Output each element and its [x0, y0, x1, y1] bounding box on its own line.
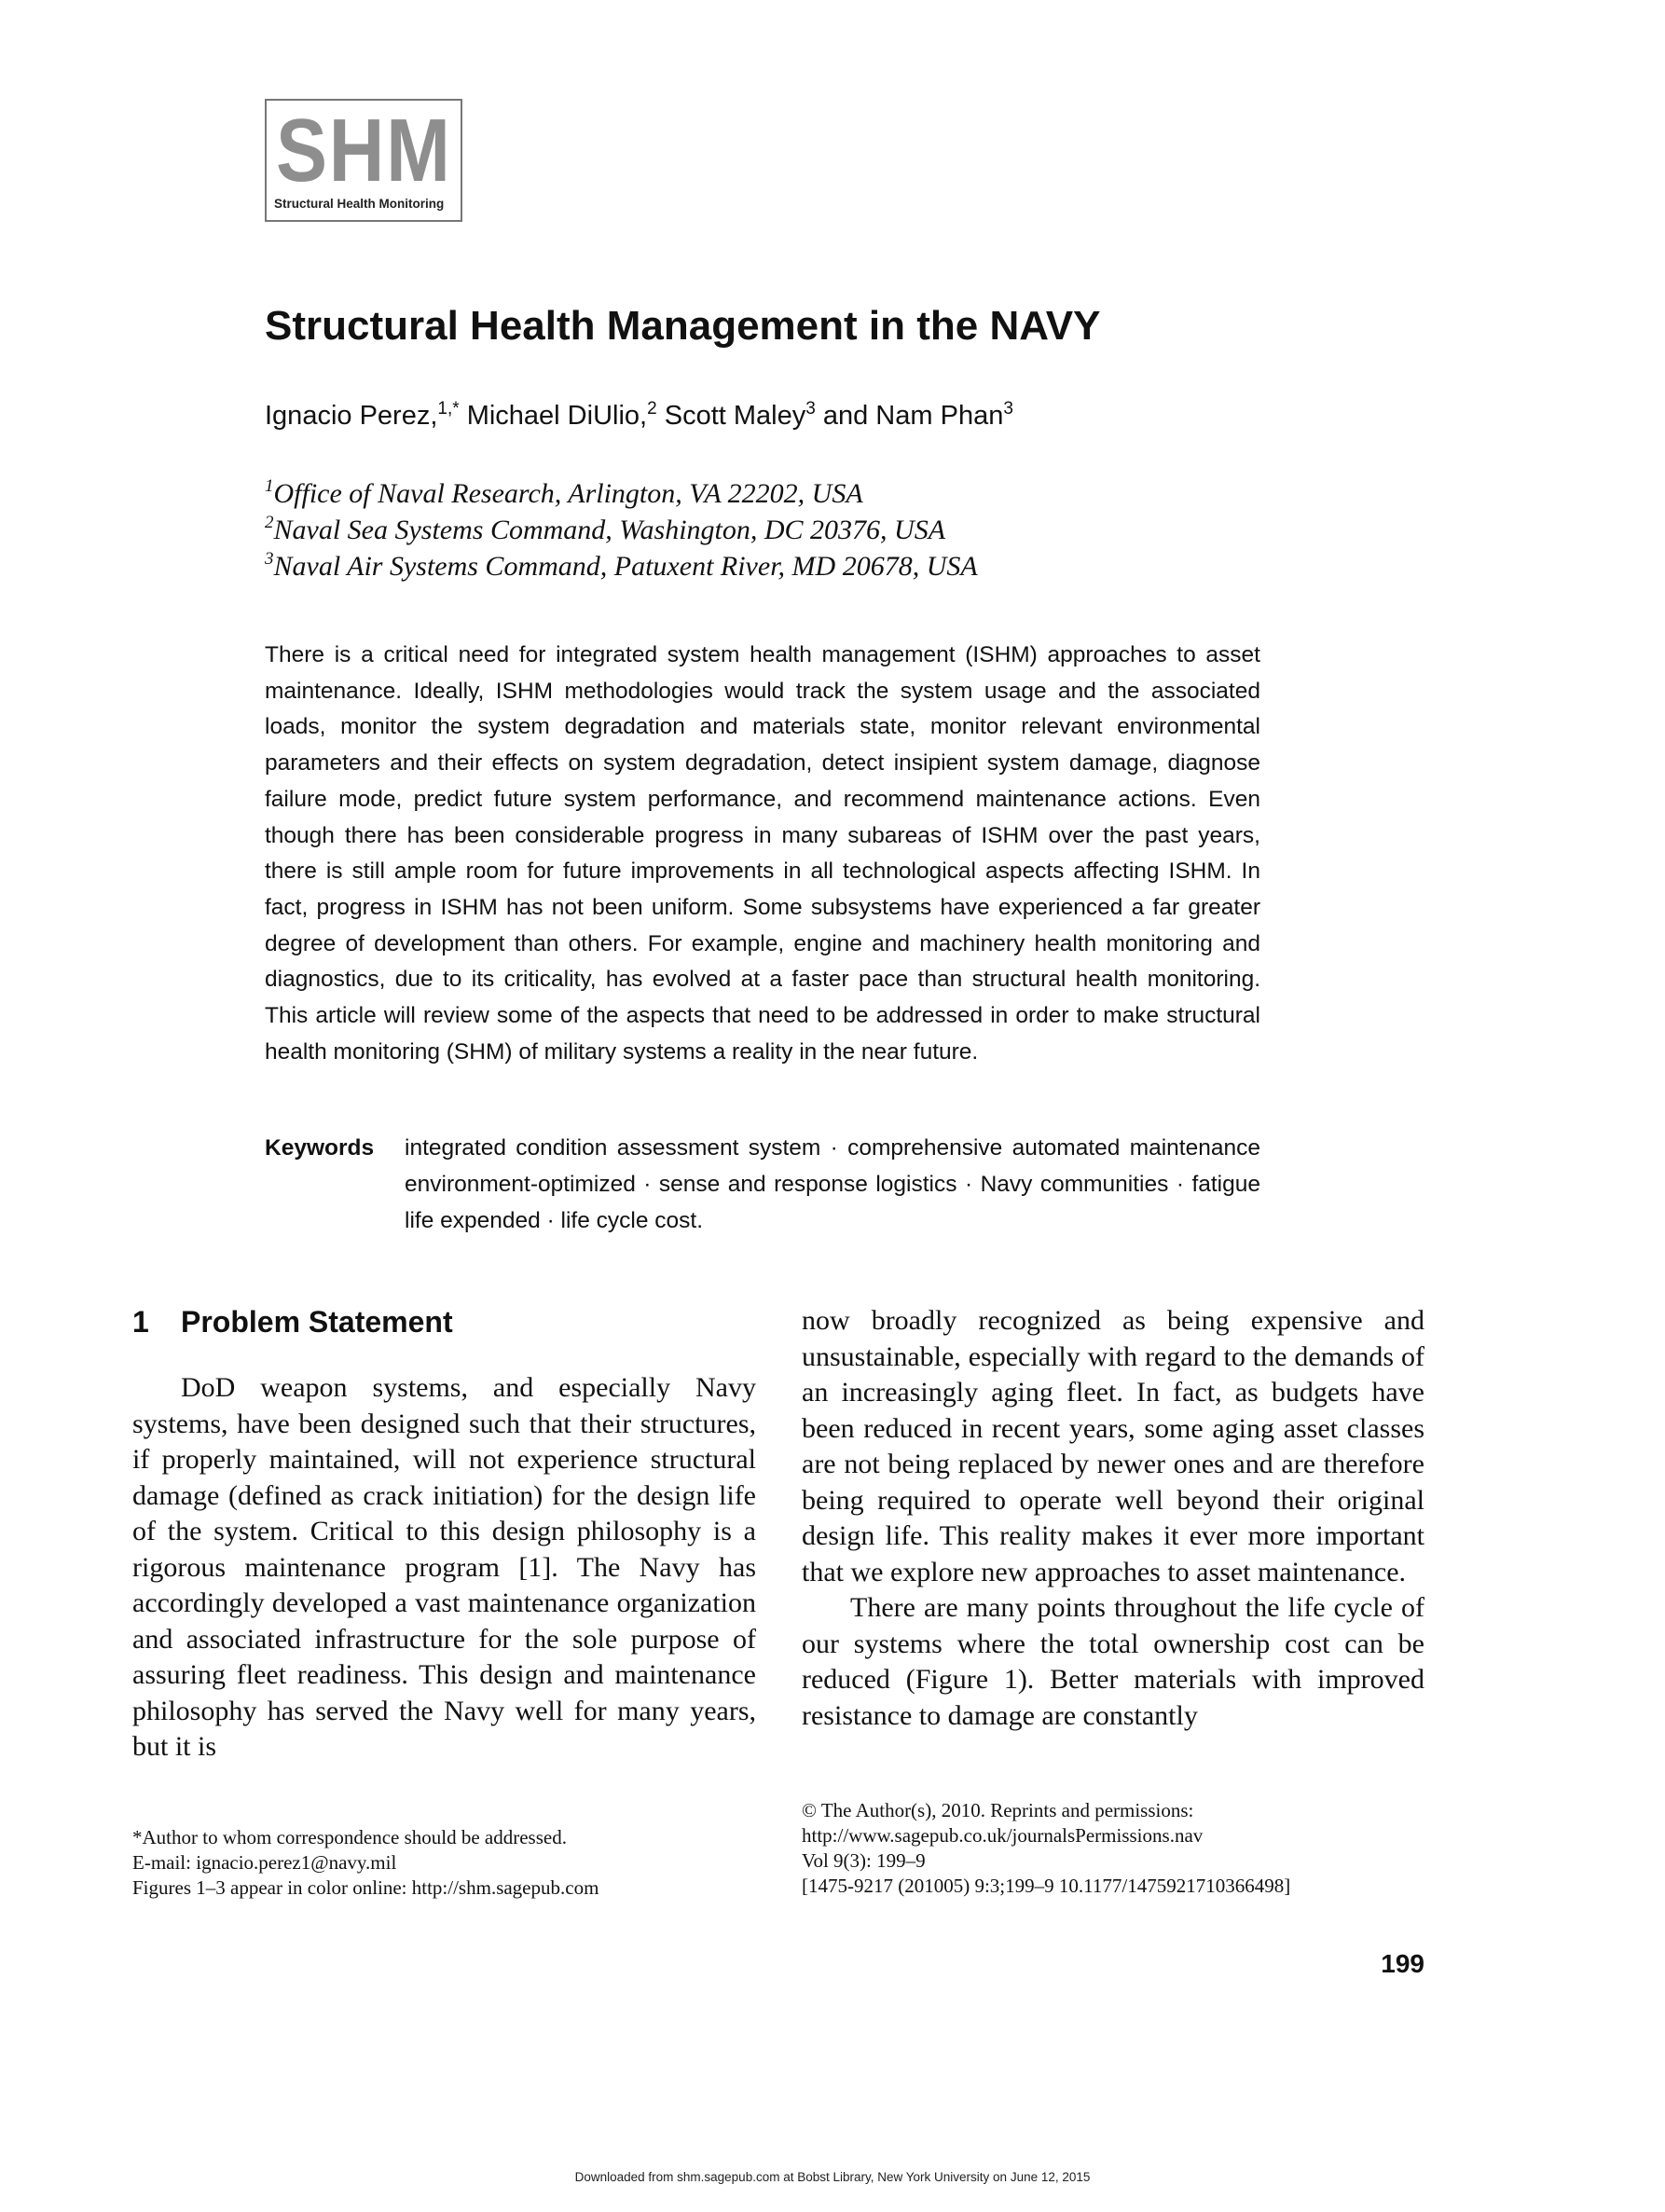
body-paragraph: now broadly recognized as being expensive and unsustainable, especially with regard to the demands of an increasingly aging fleet. In fact, as budgets have been reduced in recent years, some aging asset classes are not being replaced by newer ones and are therefore being required to operate well beyond their original design life. This reality makes it ever more important that we explore new approaches to asset maintenance. [802, 1305, 1424, 1587]
author-list [265, 399, 1477, 433]
section-heading [132, 1303, 756, 1340]
body-column-left [132, 1303, 756, 1765]
footnote-email: E-mail: ignacio.perez1@navy.mil [132, 1851, 397, 1874]
journal-logo [265, 99, 462, 222]
body-paragraph: DoD weapon systems, and especially Navy systems, have been designed such that their structures, if properly maintained, will not experience structural damage (defined as crack initiation) for the design life of the system. Critical to this design philosophy is a rigorous maintenance program [1]. The Navy has accordingly developed a vast maintenance organization and associated infrastructure for the sole purpose of assuring fleet readiness. This design and maintenance philosophy has served the Navy well for many years, but it is [132, 1372, 756, 1762]
footnote-line: *Author to whom correspondence should be addressed. [132, 1826, 567, 1848]
affiliation [265, 512, 1477, 548]
footnote-line: Figures 1–3 appear in color online: http://shm.sagepub.com [132, 1876, 599, 1899]
affiliation-text: Naval Sea Systems Command, Washington, DC 20376, USA [273, 515, 946, 545]
correspondence-footnote [132, 1825, 756, 1901]
page-number: 199 [1381, 1949, 1424, 1978]
author-name: and Nam Phan [815, 401, 1004, 431]
footnote-line: [1475-9217 (201005) 9:3;199–9 10.1177/1475921710366498] [802, 1875, 1291, 1897]
affiliation [265, 548, 1477, 584]
body-column-right [802, 1303, 1424, 1734]
keywords-label: Keywords [265, 1135, 375, 1161]
footnote-line: © The Author(s), 2010. Reprints and permissions: [802, 1799, 1194, 1821]
paper-title: Structural Health Management in the NAVY [265, 303, 1101, 349]
affiliation [265, 475, 1477, 512]
affiliation-mark: 3 [265, 549, 274, 569]
affiliation-mark: 1 [265, 476, 274, 496]
author-name: Michael DiUlio, [459, 401, 648, 431]
download-note: Downloaded from shm.sagepub.com at Bobst Library, New York University on June 12, 2015 [574, 2170, 1091, 2184]
footnote-line: Vol 9(3): 199–9 [802, 1849, 926, 1872]
keywords-text: integrated condition assessment system · comprehensive automated maintenance environment-optimized · sense and response logistics · Navy communities · fatigue life expended · life cycle cost. [405, 1135, 1260, 1233]
section-number: 1 [132, 1305, 149, 1339]
section-title: Problem Statement [181, 1305, 453, 1339]
author-affiliation-mark: 1,* [437, 399, 460, 419]
affiliation-text: Office of Naval Research, Arlington, VA 22202, USA [273, 478, 863, 509]
body-paragraph: There are many points throughout the life cycle of our systems where the total ownership cost can be reduced (Figure 1). Better materials with improved resistance to damage are constantly [802, 1592, 1424, 1731]
affiliation-text: Naval Air Systems Command, Patuxent River, MD 20678, USA [273, 551, 978, 582]
logo-subtitle: Structural Health Monitoring [274, 197, 445, 211]
author-affiliation-mark: 2 [647, 399, 657, 419]
logo-mark: SHM [276, 101, 452, 200]
footnote-url: http://www.sagepub.co.uk/journalsPermissions.nav [802, 1824, 1204, 1847]
author-affiliation-mark: 3 [1003, 399, 1013, 419]
author-name: Ignacio Perez, [265, 401, 438, 431]
author-affiliation-mark: 3 [805, 399, 816, 419]
affiliation-mark: 2 [265, 513, 274, 532]
author-name: Scott Maley [656, 401, 806, 431]
abstract: There is a critical need for integrated system health management (ISHM) approaches to asset maintenance. Ideally, ISHM methodologies would track the system usage and the associated loads, monitor the system degradation and materials state, monitor relevant environmental parameters and their effects on system degradation, detect insipient system damage, diagnose failure mode, predict future system performance, and recommend maintenance actions. Even though there has been considerable progress in many subareas of ISHM over the past years, there is still ample room for future improvements in all technological aspects affecting ISHM. In fact, progress in ISHM has not been uniform. Some subsystems have experienced a far greater degree of development than others. For example, engine and machinery health monitoring and diagnostics, due to its criticality, has evolved at a faster pace than structural health monitoring. This article will review some of the aspects that need to be addressed in order to make structural health monitoring (SHM) of military systems a reality in the near future. [265, 642, 1260, 1065]
affiliation-list [265, 475, 1477, 584]
copyright-footnote [802, 1798, 1424, 1899]
